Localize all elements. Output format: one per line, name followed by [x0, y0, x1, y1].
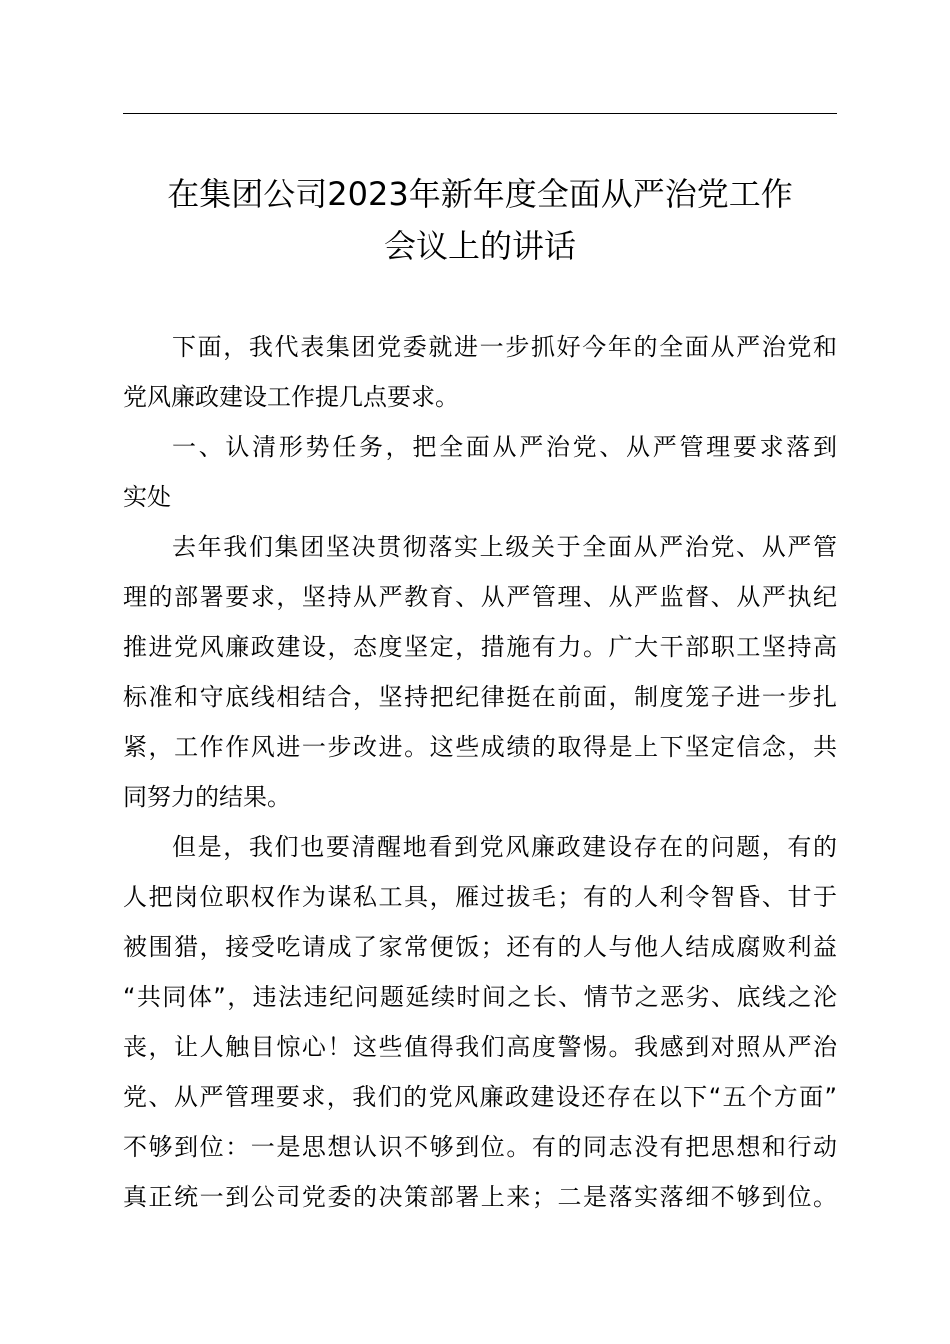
text-line: 不够到位：一是思想认识不够到位。有的同志没有把思想和行动 [123, 1133, 837, 1161]
text-line: 推进党风廉政建设，态度坚定，措施有力。广大干部职工坚持高 [123, 633, 837, 661]
text-line: 实处 [123, 483, 171, 511]
title-line: 会议上的讲话 [383, 227, 576, 265]
text-line: 紧，工作作风进一步改进。这些成绩的取得是上下坚定信念，共 [123, 733, 837, 761]
section-heading-1 [123, 422, 837, 522]
text-line: 下面，我代表集团党委就进一步抓好今年的全面从严治党和 [172, 333, 837, 361]
text-line: 丧，让人触目惊心！这些值得我们高度警惕。我感到对照从严治 [123, 1033, 837, 1061]
text-line: 但是，我们也要清醒地看到党风廉政建设存在的问题，有的 [172, 833, 837, 861]
document-title [123, 168, 837, 272]
text-line: 同努力的结果。 [123, 783, 291, 811]
text-line: 党风廉政建设工作提几点要求。 [123, 383, 459, 411]
text-line: 人把岗位职权作为谋私工具，雁过拔毛；有的人利令智昏、甘于 [123, 883, 837, 911]
intro-paragraph [123, 322, 837, 422]
header-rule [123, 113, 837, 114]
text-line: 理的部署要求，坚持从严教育、从严管理、从严监督、从严执纪 [123, 583, 837, 611]
problems-paragraph [123, 822, 837, 1222]
text-line: 被围猎，接受吃请成了家常便饭；还有的人与他人结成腐败利益 [123, 933, 837, 961]
document-body [123, 322, 837, 1222]
text-line: 去年我们集团坚决贯彻落实上级关于全面从严治党、从严管 [172, 533, 837, 561]
text-line: 党、从严管理要求，我们的党风廉政建设还存在以下“五个方面” [123, 1083, 837, 1111]
text-line: 一、认清形势任务，把全面从严治党、从严管理要求落到 [172, 433, 837, 461]
text-line: 标准和守底线相结合，坚持把纪律挺在前面，制度笼子进一步扎 [123, 683, 837, 711]
title-line: 在集团公司2023年新年度全面从严治党工作 [167, 175, 793, 213]
achievements-paragraph [123, 522, 837, 822]
text-line: “共同体”，违法违纪问题延续时间之长、情节之恶劣、底线之沦 [123, 983, 837, 1011]
text-line: 真正统一到公司党委的决策部署上来；二是落实落细不够到位。 [123, 1183, 837, 1211]
